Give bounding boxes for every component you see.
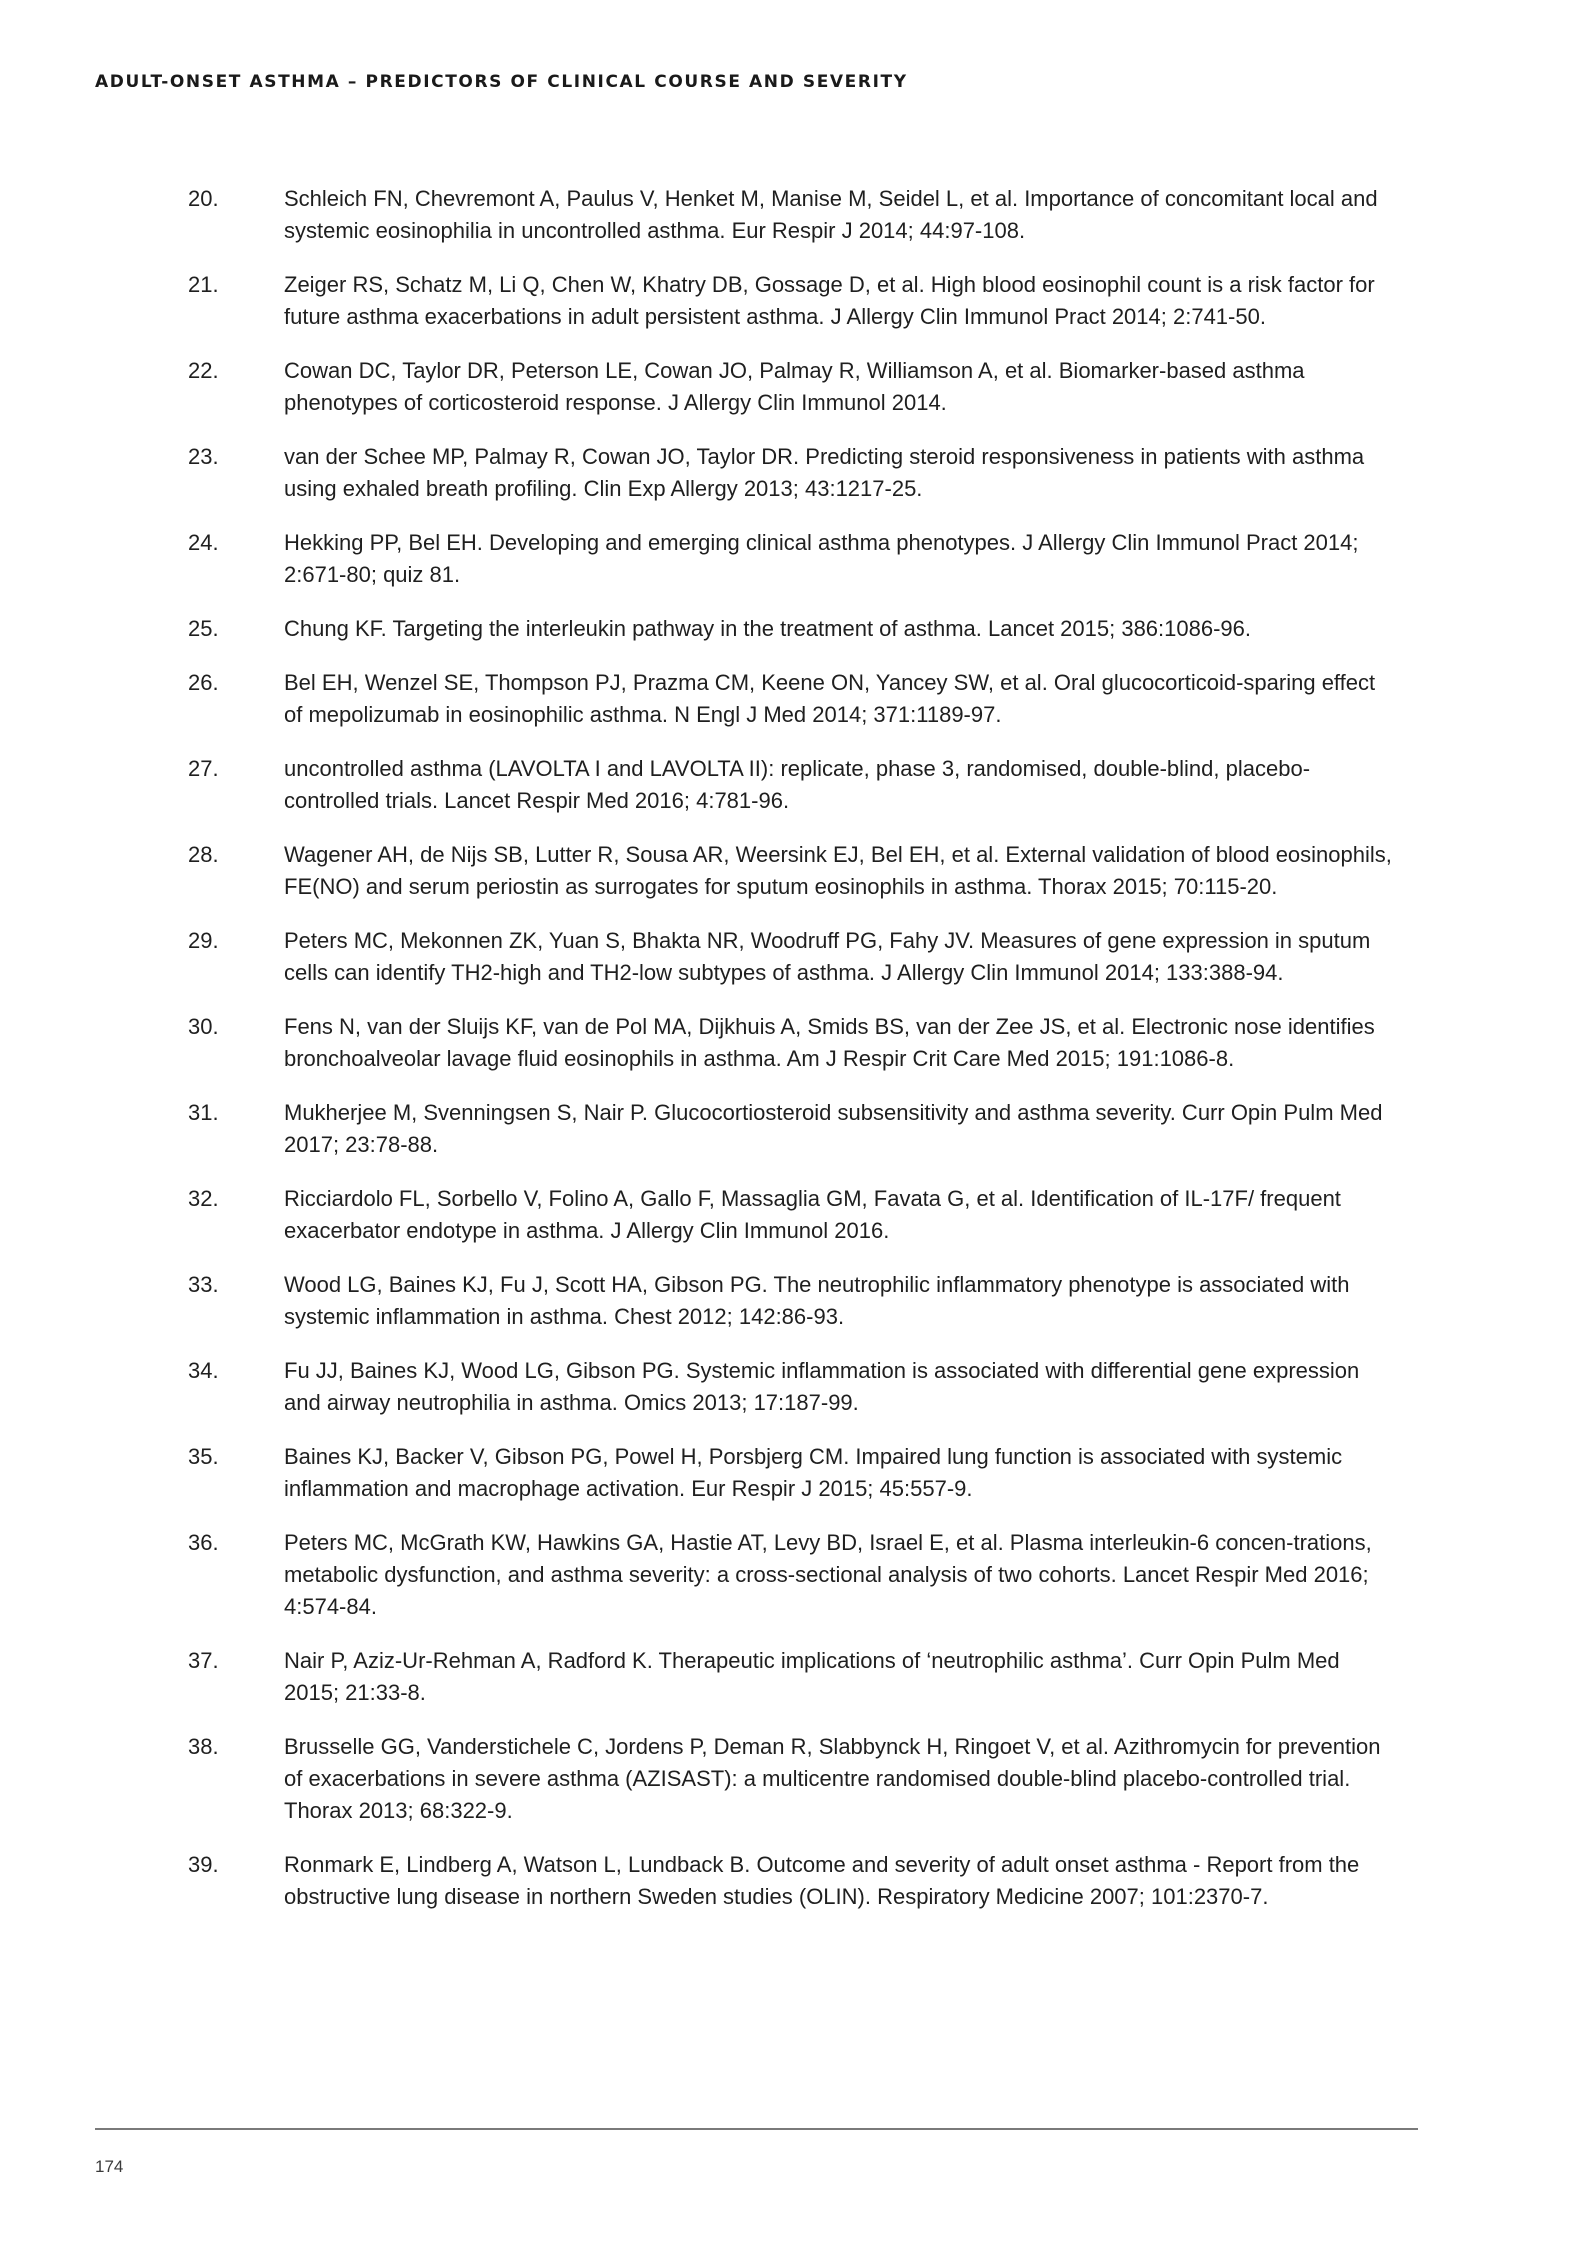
reference-text: Cowan DC, Taylor DR, Peterson LE, Cowan JO, Palmay R, Williamson A, et al. Biomarker-based asthma phenotypes of corticosteroid response. J Allergy Clin Immunol 2014.	[284, 358, 1305, 415]
reference-item	[188, 1269, 1398, 1333]
reference-text: Wood LG, Baines KJ, Fu J, Scott HA, Gibson PG. The neutrophilic inflammatory phenotype is associated with systemic inflammation in asthma. Chest 2012; 142:86-93.	[284, 1272, 1350, 1329]
reference-number: 21.	[188, 272, 219, 297]
reference-item	[188, 667, 1398, 731]
reference-number: 33.	[188, 1272, 219, 1297]
reference-item	[188, 269, 1398, 333]
reference-item	[188, 1527, 1398, 1623]
reference-number: 20.	[188, 186, 219, 211]
reference-number: 26.	[188, 670, 219, 695]
reference-text: Peters MC, McGrath KW, Hawkins GA, Hastie AT, Levy BD, Israel E, et al. Plasma interleukin-6 concen-trations, metabolic dysfunction, and asthma severity: a cross-sectional analysis of two cohorts. Lancet Respir Med 2016; 4:574-84.	[284, 1530, 1372, 1619]
reference-number: 37.	[188, 1648, 219, 1673]
reference-text: Baines KJ, Backer V, Gibson PG, Powel H, Porsbjerg CM. Impaired lung function is associated with systemic inflammation and macrophage activation. Eur Respir J 2015; 45:557-9.	[284, 1444, 1343, 1501]
reference-number: 39.	[188, 1852, 219, 1877]
reference-number: 32.	[188, 1186, 219, 1211]
reference-item	[188, 1731, 1398, 1827]
reference-item	[188, 1183, 1398, 1247]
reference-item	[188, 183, 1398, 247]
reference-number: 34.	[188, 1358, 219, 1383]
reference-item	[188, 925, 1398, 989]
reference-text: Hekking PP, Bel EH. Developing and emerging clinical asthma phenotypes. J Allergy Clin Immunol Pract 2014; 2:671-80; quiz 81.	[284, 530, 1359, 587]
reference-item	[188, 753, 1398, 817]
reference-item	[188, 1097, 1398, 1161]
reference-text: Chung KF. Targeting the interleukin pathway in the treatment of asthma. Lancet 2015; 386:1086-96.	[284, 616, 1252, 641]
reference-number: 24.	[188, 530, 219, 555]
reference-item	[188, 839, 1398, 903]
reference-list	[188, 183, 1398, 1935]
reference-text: Mukherjee M, Svenningsen S, Nair P. Glucocortiosteroid subsensitivity and asthma severity. Curr Opin Pulm Med 2017; 23:78-88.	[284, 1100, 1383, 1157]
reference-item	[188, 1849, 1398, 1913]
reference-text: Bel EH, Wenzel SE, Thompson PJ, Prazma CM, Keene ON, Yancey SW, et al. Oral glucocorticoid-sparing effect of mepolizumab in eosinophilic asthma. N Engl J Med 2014; 371:1189-97.	[284, 670, 1376, 727]
reference-text: Fu JJ, Baines KJ, Wood LG, Gibson PG. Systemic inflammation is associated with differential gene expression and airway neutrophilia in asthma. Omics 2013; 17:187-99.	[284, 1358, 1360, 1415]
reference-number: 23.	[188, 444, 219, 469]
reference-item	[188, 441, 1398, 505]
reference-text: Peters MC, Mekonnen ZK, Yuan S, Bhakta NR, Woodruff PG, Fahy JV. Measures of gene expression in sputum cells can identify TH2-high and TH2-low subtypes of asthma. J Allergy Clin Immunol 2014; 133:388-94.	[284, 928, 1371, 985]
reference-number: 28.	[188, 842, 219, 867]
reference-number: 30.	[188, 1014, 219, 1039]
reference-item	[188, 527, 1398, 591]
reference-item	[188, 613, 1398, 645]
reference-number: 36.	[188, 1530, 219, 1555]
reference-number: 31.	[188, 1100, 219, 1125]
reference-number: 27.	[188, 756, 219, 781]
reference-text: uncontrolled asthma (LAVOLTA I and LAVOLTA II): replicate, phase 3, randomised, double-blind, placebo-controlled trials. Lancet Respir Med 2016; 4:781-96.	[284, 756, 1311, 813]
reference-item	[188, 355, 1398, 419]
reference-item	[188, 1441, 1398, 1505]
reference-text: Brusselle GG, Vanderstichele C, Jordens P, Deman R, Slabbynck H, Ringoet V, et al. Azithromycin for prevention of exacerbations in severe asthma (AZISAST): a multicentre randomised double-blind placebo-controlled trial. Thorax 2013; 68:322-9.	[284, 1734, 1381, 1823]
reference-text: van der Schee MP, Palmay R, Cowan JO, Taylor DR. Predicting steroid responsiveness in patients with asthma using exhaled breath profiling. Clin Exp Allergy 2013; 43:1217-25.	[284, 444, 1365, 501]
reference-item	[188, 1355, 1398, 1419]
reference-number: 29.	[188, 928, 219, 953]
reference-text: Wagener AH, de Nijs SB, Lutter R, Sousa AR, Weersink EJ, Bel EH, et al. External validation of blood eosinophils, FE(NO) and serum periostin as surrogates for sputum eosinophils in asthma. Thorax 2015; 70:115-20.	[284, 842, 1392, 899]
reference-text: Ronmark E, Lindberg A, Watson L, Lundback B. Outcome and severity of adult onset asthma - Report from the obstructive lung disease in northern Sweden studies (OLIN). Respiratory Medicine 2007; 101:2370-7.	[284, 1852, 1360, 1909]
reference-text: Nair P, Aziz-Ur-Rehman A, Radford K. Therapeutic implications of ‘neutrophilic asthma’. Curr Opin Pulm Med 2015; 21:33-8.	[284, 1648, 1340, 1705]
running-header: ADULT-ONSET ASTHMA – PREDICTORS OF CLINICAL COURSE AND SEVERITY	[95, 72, 908, 92]
reference-item	[188, 1645, 1398, 1709]
reference-item	[188, 1011, 1398, 1075]
reference-number: 35.	[188, 1444, 219, 1469]
page-number: 174	[95, 2157, 124, 2176]
footer-divider	[95, 2128, 1418, 2130]
reference-number: 38.	[188, 1734, 219, 1759]
reference-text: Zeiger RS, Schatz M, Li Q, Chen W, Khatry DB, Gossage D, et al. High blood eosinophil count is a risk factor for future asthma exacerbations in adult persistent asthma. J Allergy Clin Immunol Pract 2014; 2:741-50.	[284, 272, 1375, 329]
reference-number: 22.	[188, 358, 219, 383]
reference-text: Fens N, van der Sluijs KF, van de Pol MA, Dijkhuis A, Smids BS, van der Zee JS, et al. Electronic nose identifies bronchoalveolar lavage fluid eosinophils in asthma. Am J Respir Crit Care Med 2015; 191:1086-8.	[284, 1014, 1375, 1071]
reference-number: 25.	[188, 616, 219, 641]
reference-text: Schleich FN, Chevremont A, Paulus V, Henket M, Manise M, Seidel L, et al. Importance of concomitant local and systemic eosinophilia in uncontrolled asthma. Eur Respir J 2014; 44:97-108.	[284, 186, 1378, 243]
reference-text: Ricciardolo FL, Sorbello V, Folino A, Gallo F, Massaglia GM, Favata G, et al. Identification of IL-17F/ frequent exacerbator endotype in asthma. J Allergy Clin Immunol 2016.	[284, 1186, 1341, 1243]
